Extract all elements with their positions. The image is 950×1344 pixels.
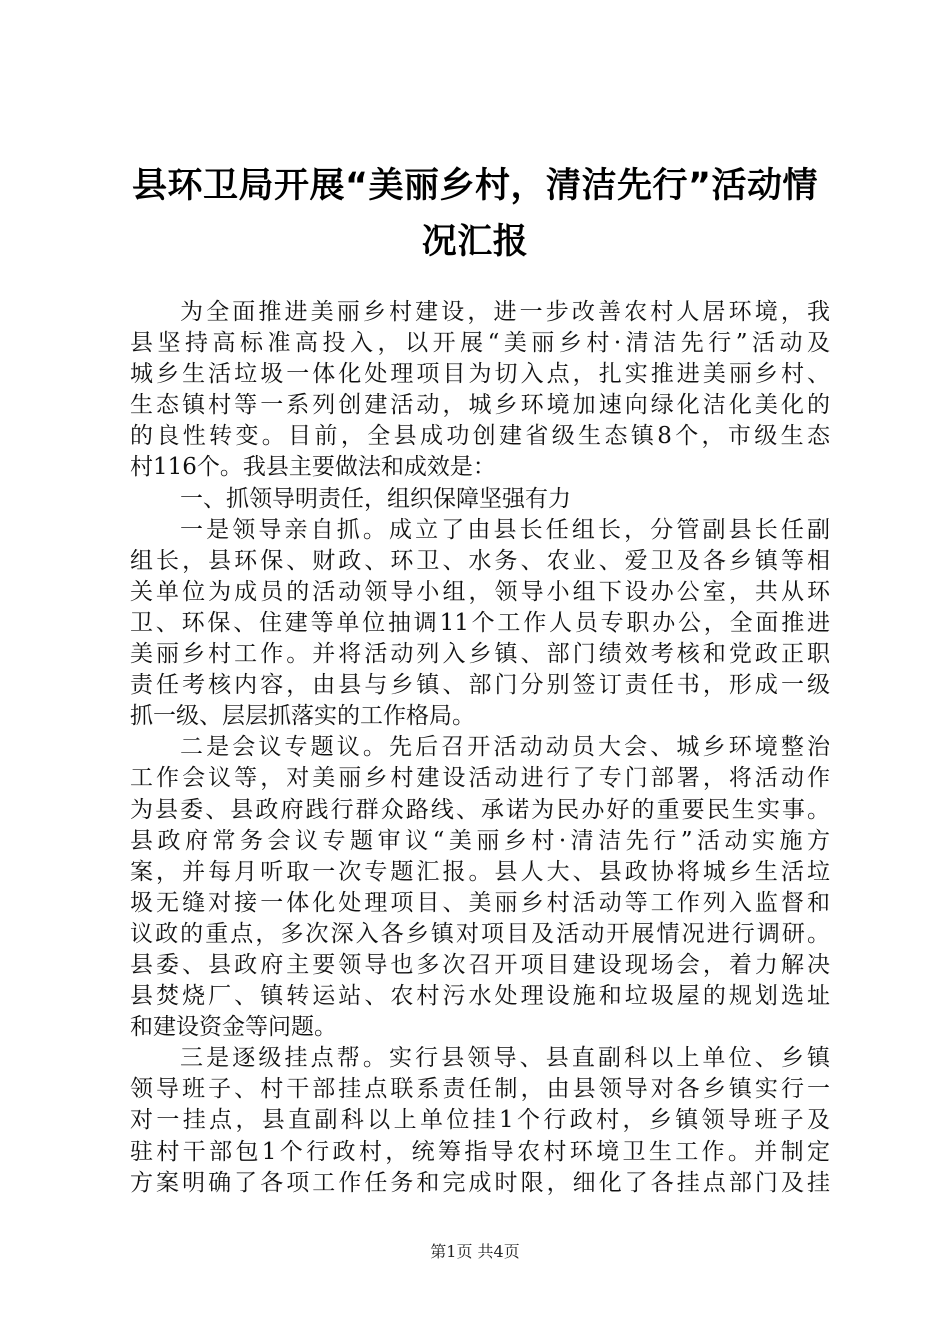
body-text-line: 组长，县环保、财政、环卫、水务、农业、爱卫及各乡镇等相 [130,547,830,574]
body-text-line: 为县委、县政府践行群众路线、承诺为民办好的重要民生实事。 [130,796,830,823]
body-text-line: 一是领导亲自抓。成立了由县长任组长，分管副县长任副 [180,516,830,543]
body-text-line: 工作会议等，对美丽乡村建设活动进行了专门部署，将活动作 [130,765,830,792]
body-text-line: 美丽乡村工作。并将活动列入乡镇、部门绩效考核和党政正职 [130,641,830,668]
body-text-line: 卫、环保、住建等单位抽调11个工作人员专职办公，全面推进 [130,609,830,636]
body-text-line: 城乡生活垃圾一体化处理项目为切入点，扎实推进美丽乡村、 [130,361,830,388]
title-line-1: 县环卫局开展“美丽乡村，清洁先行”活动情 [131,166,818,206]
body-text-line: 抓一级、层层抓落实的工作格局。 [130,703,475,730]
body-text-line: 的良性转变。目前，全县成功创建省级生态镇8个，市级生态 [130,423,830,450]
body-text-line: 村116个。我县主要做法和成效是： [130,454,496,481]
body-text-line: 驻村干部包1个行政村，统筹指导农村环境卫生工作。并制定 [130,1138,830,1165]
body-text-line: 方案明确了各项工作任务和完成时限，细化了各挂点部门及挂 [130,1169,830,1196]
body-text-line: 为全面推进美丽乡村建设，进一步改善农村人居环境，我 [180,299,830,325]
document-title [120,158,830,270]
body-text-line: 对一挂点，县直副科以上单位挂1个行政村，乡镇领导班子及 [130,1107,830,1134]
document-body [130,297,830,1199]
body-text-line: 生态镇村等一系列创建活动，城乡环境加速向绿化洁化美化的 [130,392,830,419]
body-text-line: 县焚烧厂、镇转运站、农村污水处理设施和垃圾屋的规划选址 [130,983,830,1010]
body-text-line: 和建设资金等问题。 [130,1014,337,1041]
title-line-2: 况汇报 [421,222,529,262]
body-text-line: 二是会议专题议。先后召开活动动员大会、城乡环境整治 [180,734,830,761]
body-text-line: 责任考核内容，由县与乡镇、部门分别签订责任书，形成一级 [130,672,830,699]
body-text-line: 领导班子、村干部挂点联系责任制，由县领导对各乡镇实行一 [130,1076,830,1103]
body-text-line: 议政的重点，多次深入各乡镇对项目及活动开展情况进行调研。 [130,920,830,947]
body-text-line: 案，并每月听取一次专题汇报。县人大、县政协将城乡生活垃 [130,858,830,885]
body-text-line: 县坚持高标准高投入，以开展“美丽乡村·清洁先行”活动及 [130,330,830,357]
body-text-line: 一、抓领导明责任，组织保障坚强有力 [180,485,571,512]
body-text-line: 圾无缝对接一体化处理项目、美丽乡村活动等工作列入监督和 [130,889,830,916]
body-text-line: 县政府常务会议专题审议“美丽乡村·清洁先行”活动实施方 [130,827,830,854]
body-text-line: 县委、县政府主要领导也多次召开项目建设现场会，着力解决 [130,951,830,978]
page-footer: 第1页 共4页 [430,1242,520,1261]
body-text-line: 三是逐级挂点帮。实行县领导、县直副科以上单位、乡镇 [180,1045,830,1072]
body-text-line: 关单位为成员的活动领导小组，领导小组下设办公室，共从环 [130,578,830,605]
